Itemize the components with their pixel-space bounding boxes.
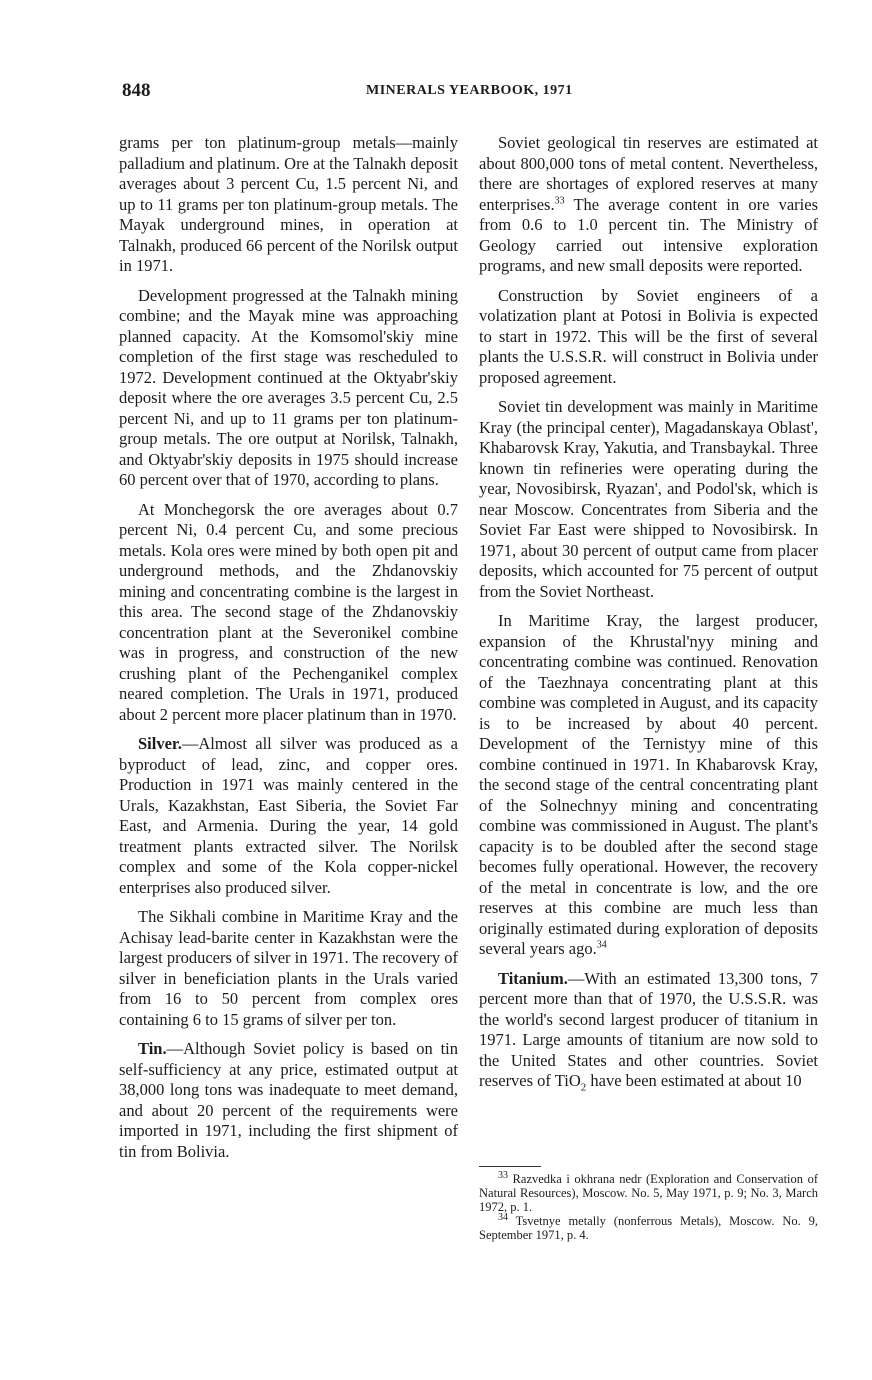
footnotes (479, 1166, 818, 1242)
running-head: MINERALS YEARBOOK, 1971 (366, 83, 573, 98)
paragraph-text: —Almost all silver was produced as a byproduct of lead, zinc, and copper ores. Production in 1971 was mainly centered in the Urals, Kazakhstan, East Siberia, the Soviet Far East, and Armenia. During the year, 14 gold treatment plants extracted silver. The Norilsk complex and some of the Kola copper-nickel enterprises also produced silver. (119, 734, 458, 897)
paragraph: The Sikhali combine in Maritime Kray and the Achisay lead-barite center in Kazakhstan were the largest producers of silver in 1971. The recovery of silver in beneficiation plants in the Urals varied from 16 to 50 percent from complex ores containing 6 to 15 grams of silver per ton. (119, 907, 458, 1029)
paragraph-silver (119, 734, 458, 898)
section-heading-silver: Silver. (138, 734, 182, 753)
page-number: 848 (122, 80, 151, 101)
paragraph: Soviet tin development was mainly in Maritime Kray (the principal center), Magadanskaya Oblast', Khabarovsk Kray, Yakutia, and Transbaykal. Three known tin refineries were operating during the year, Novosibirsk, Ryazan', and Podol'sk, which is near Moscow. Concentrates from Siberia and the Soviet Far East were shipped to Novosibirsk. In 1971, about 30 percent of output came from placer deposits, which accounted for 75 percent of output from the Soviet Northeast. (479, 397, 818, 601)
paragraph (479, 611, 818, 960)
right-column (479, 133, 818, 1101)
section-heading-titanium: Titanium. (498, 968, 568, 988)
page-header (120, 80, 820, 106)
footnote-number: 34 (498, 1211, 508, 1223)
footnote-divider (479, 1166, 541, 1167)
paragraph-text: have been estimated at about 10 (586, 1071, 802, 1090)
footnote-33 (479, 1169, 818, 1214)
footnote-number: 33 (498, 1169, 508, 1181)
paragraph-text: The average content in ore varies from 0.6 to 1.0 percent tin. The Ministry of Geology carried out intensive exploration programs, and new small deposits were reported. (479, 194, 818, 275)
section-heading-tin: Tin. (138, 1039, 167, 1058)
paragraph-text: —Although Soviet policy is based on tin self-sufficiency at any price, estimated output at 38,000 long tons was inadequate to meet demand, and about 20 percent of the requirements were imported in 1971, including the first shipment of tin from Bolivia. (119, 1039, 458, 1161)
paragraph: Construction by Soviet engineers of a volatization plant at Potosi in Bolivia is expected to start in 1972. This will be the first of several plants the U.S.S.R. will construct in Bolivia under proposed agreement. (479, 285, 818, 387)
paragraph-titanium (479, 969, 818, 1092)
paragraph (479, 133, 818, 277)
footnote-text: Razvedka i okhrana nedr (Exploration and Conservation of Natural Resources), Moscow. No. 5, May 1971, p. 9; No. 3, March 1972, p. 1. (479, 1172, 818, 1214)
subscript: 2 (580, 1081, 587, 1094)
paragraph: grams per ton platinum-group metals—mainly palladium and platinum. Ore at the Talnakh deposit averages about 3 percent Cu, 1.5 percent Ni, and up to 11 grams per ton platinum-group metals. The Mayak underground mines, in operation at Talnakh, produced 66 percent of the Norilsk output in 1971. (119, 133, 458, 275)
footnote-ref: 34 (596, 939, 607, 951)
footnote-text: Tsvetnye metally (nonferrous Metals), Moscow. No. 9, September 1971, p. 4. (479, 1214, 818, 1242)
footnote-34 (479, 1211, 818, 1242)
left-column (119, 133, 458, 1171)
paragraph-text: —With an estimated 13,300 tons, 7 percent more than that of 1970, the U.S.S.R. was the world's second largest producer of titanium in 1971. Large amounts of titanium are now sold to the United States and other countries. Soviet reserves of TiO (479, 968, 818, 1090)
paragraph-text: In Maritime Kray, the largest producer, expansion of the Khrustal'nyy mining and concentrating combine was continued. Renovation of the Taezhnaya concentrating plant at this combine was completed in August, and its capacity is to be increased by about 40 percent. Development of the Ternistyy mine of this combine continued in 1971. In Khabarovsk Kray, the second stage of the central concentrating plant of the Solnechnyy mining and concentrating combine was commissioned in August. The plant's capacity is to be doubled after the second stage becomes fully operational. However, the recovery of the metal in concentrate is low, and the ore reserves at this combine are much less than originally estimated during exploration of deposits several years ago. (479, 611, 818, 958)
paragraph: Development progressed at the Talnakh mining combine; and the Mayak mine was approaching planned capacity. At the Komsomol'skiy mine completion of the first stage was rescheduled to 1972. Development continued at the Oktyabr'skiy deposit where the ore averages 3.5 percent Cu, 2.5 percent Ni, and up to 11 grams per ton platinum-group metals. The ore output at Norilsk, Talnakh, and Oktyabr'skiy deposits in 1975 should increase 60 percent over that of 1970, according to plans. (119, 285, 458, 489)
paragraph-text: Soviet geological tin reserves are estimated at about 800,000 tons of metal content. Nevertheless, there are shortages of explored reserves at many enterprises. (479, 133, 818, 214)
footnote-ref: 33 (554, 195, 565, 206)
paragraph: At Monchegorsk the ore averages about 0.7 percent Ni, 0.4 percent Cu, and some precious metals. Kola ores were mined by both open pit and underground methods, and the Zhdanovskiy mining and concentrating combine is the largest in this area. The second stage of the Zhdanovskiy concentration plant at the Severonikel combine was in progress, and construction of the new crushing plant of the Pechenganikel complex neared completion. The Urals in 1971, produced about 2 percent more placer platinum than in 1970. (119, 499, 458, 724)
paragraph-tin (119, 1039, 458, 1162)
